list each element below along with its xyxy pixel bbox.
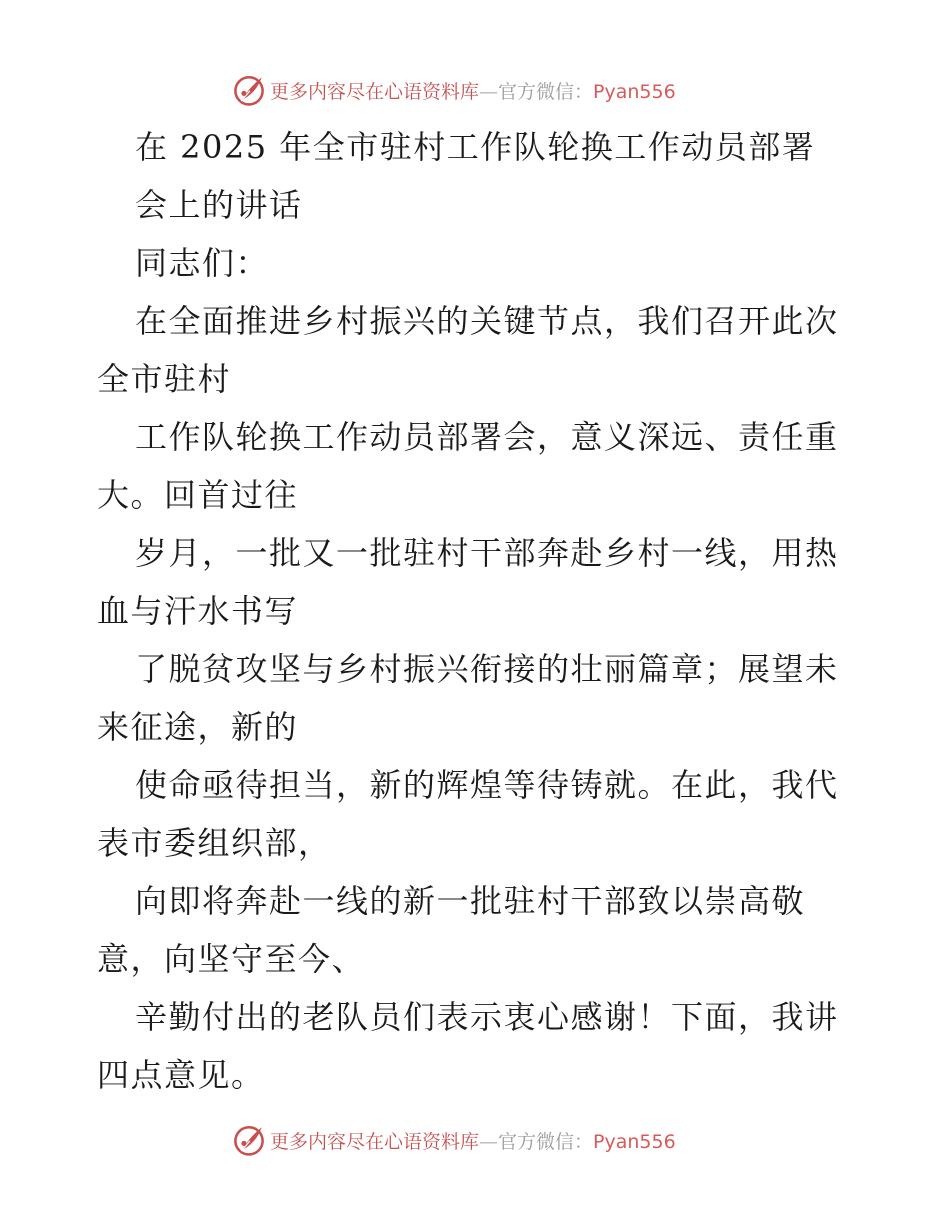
title-line-1: 在 2025 年全市驻村工作队轮换工作动员部署: [135, 128, 816, 166]
paragraph-line: 全市驻村: [97, 360, 232, 398]
paragraph-line: 向即将奔赴一线的新一批驻村干部致以崇高敬: [135, 882, 806, 920]
quill-pen-logo-icon: [232, 73, 266, 107]
document-body: [97, 118, 857, 1104]
paragraph-line: 四点意见。: [97, 1056, 265, 1094]
salutation: 同志们：: [135, 244, 270, 282]
paragraph-line: 在全面推进乡村振兴的关键节点，我们召开此次: [135, 302, 839, 340]
quill-pen-logo-icon: [232, 1123, 266, 1157]
footer-separator: —: [479, 1130, 499, 1153]
header-separator: —: [479, 80, 499, 103]
footer-banner-text: [270, 1127, 676, 1154]
footer-wechat-id: Pyan556: [593, 1130, 676, 1153]
header-brand-text: 更多内容尽在心语资料库: [270, 80, 480, 103]
footer-brand-text: 更多内容尽在心语资料库: [270, 1130, 480, 1153]
paragraph-line: 辛勤付出的老队员们表示衷心感谢！下面，我讲: [135, 998, 839, 1036]
paragraph-line: 表市委组织部，: [97, 824, 332, 862]
paragraph-line: 工作队轮换工作动员部署会，意义深远、责任重: [135, 418, 839, 456]
paragraph-line: 使命亟待担当，新的辉煌等待铸就。在此，我代: [135, 766, 839, 804]
paragraph-line: 大。回首过往: [97, 476, 299, 514]
footer-watermark-banner: [232, 1122, 676, 1158]
footer-wechat-label: 官方微信：: [498, 1130, 594, 1153]
paragraph-line: 血与汗水书写: [97, 592, 299, 630]
header-wechat-id: Pyan556: [593, 80, 676, 103]
header-watermark-banner: [232, 72, 676, 108]
paragraph-line: 了脱贫攻坚与乡村振兴衔接的壮丽篇章；展望未: [135, 650, 839, 688]
title-line-2: 会上的讲话: [135, 186, 303, 224]
paragraph-line: 意，向坚守至今、: [97, 940, 366, 978]
paragraph-line: 岁月，一批又一批驻村干部奔赴乡村一线，用热: [135, 534, 839, 572]
header-banner-text: [270, 77, 676, 104]
header-wechat-label: 官方微信：: [498, 80, 594, 103]
paragraph-line: 来征途，新的: [97, 708, 299, 746]
